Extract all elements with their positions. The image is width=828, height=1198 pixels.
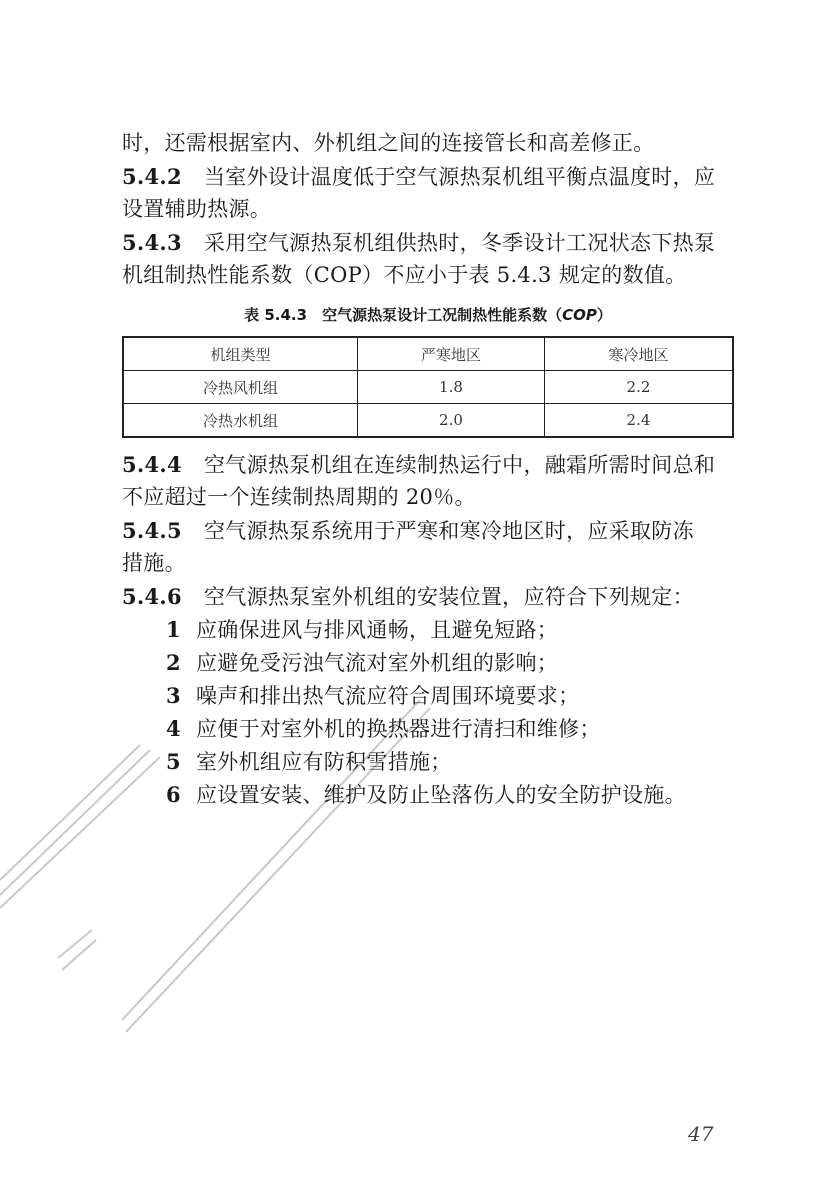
table-header-cell: 寒冷地区 <box>544 337 733 371</box>
table-cell: 2.4 <box>544 404 733 438</box>
watermark-stripe <box>62 940 96 970</box>
table-row <box>123 404 733 438</box>
clause-text: 当室外设计温度低于空气源热泵机组平衡点温度时，应 <box>203 165 716 189</box>
watermark-stripe <box>0 745 140 880</box>
table-header-row <box>123 337 733 371</box>
clause-5-4-2-line-2: 设置辅助热源。 <box>122 197 272 221</box>
list-item <box>122 745 734 778</box>
item-text: 室外机组应有防积雪措施； <box>196 750 452 774</box>
item-number: 3 <box>166 683 181 708</box>
clause-5-4-6-line-1 <box>122 580 734 613</box>
item-number: 2 <box>166 650 181 675</box>
caption-cop: COP <box>562 306 597 324</box>
table-cell: 冷热风机组 <box>123 371 357 404</box>
item-text: 应便于对室外机的换热器进行清扫和维修； <box>196 717 601 741</box>
item-text: 应确保进风与排风通畅，且避免短路； <box>196 618 559 642</box>
item-text: 噪声和排出热气流应符合周围环境要求； <box>196 684 580 708</box>
table-row <box>123 371 733 404</box>
clause-number: 5.4.3 <box>122 230 182 255</box>
list-item <box>122 613 734 646</box>
table-cell: 1.8 <box>357 371 544 404</box>
list-item <box>122 679 734 712</box>
clause-5-4-4-line-2: 不应超过一个连续制热周期的 20％。 <box>122 485 476 509</box>
clause-5-4-5-line-1 <box>122 514 734 547</box>
clause-5-4-2-line-1 <box>122 160 734 193</box>
table-cell: 冷热水机组 <box>123 404 357 438</box>
item-number: 1 <box>166 617 181 642</box>
table-caption <box>122 304 734 326</box>
clause-5-4-5-line-2: 措施。 <box>122 551 186 575</box>
table-header-cell: 严寒地区 <box>357 337 544 371</box>
clause-text: 空气源热泵系统用于严寒和寒冷地区时，应采取防冻 <box>203 519 694 543</box>
list-item <box>122 646 734 679</box>
table-header-cell: 机组类型 <box>123 337 357 371</box>
item-number: 6 <box>166 782 181 807</box>
caption-suffix: ） <box>596 306 612 324</box>
clause-number: 5.4.5 <box>122 518 182 543</box>
clause-text: 空气源热泵室外机组的安装位置，应符合下列规定： <box>203 585 694 609</box>
clause-number: 5.4.2 <box>122 164 182 189</box>
list-item <box>122 712 734 745</box>
clause-number: 5.4.6 <box>122 584 182 609</box>
item-text: 应避免受污浊气流对室外机组的影响； <box>196 651 559 675</box>
table-cell: 2.2 <box>544 371 733 404</box>
clause-5-4-4-line-1 <box>122 448 734 481</box>
item-text: 应设置安装、维护及防止坠落伤人的安全防护设施。 <box>196 783 686 807</box>
body-line: 时，还需根据室内、外机组之间的连接管长和高差修正。 <box>122 131 655 155</box>
caption-prefix: 表 5.4.3 空气源热泵设计工况制热性能系数（ <box>244 306 563 324</box>
clause-text: 采用空气源热泵机组供热时，冬季设计工况状态下热泵 <box>203 231 716 255</box>
lower-text <box>122 448 734 811</box>
page-number: 47 <box>688 1122 714 1146</box>
cop-table <box>122 336 734 438</box>
upper-text <box>122 127 734 292</box>
item-number: 4 <box>166 716 181 741</box>
watermark-stripe <box>58 930 92 958</box>
clause-number: 5.4.4 <box>122 452 182 477</box>
item-number: 5 <box>166 749 181 774</box>
clause-5-4-3-line-1 <box>122 226 734 259</box>
clause-text: 空气源热泵机组在连续制热运行中，融霜所需时间总和 <box>203 453 716 477</box>
list-item <box>122 778 734 811</box>
clause-5-4-3-line-2: 机组制热性能系数（COP）不应小于表 5.4.3 规定的数值。 <box>122 263 687 287</box>
table-cell: 2.0 <box>357 404 544 438</box>
